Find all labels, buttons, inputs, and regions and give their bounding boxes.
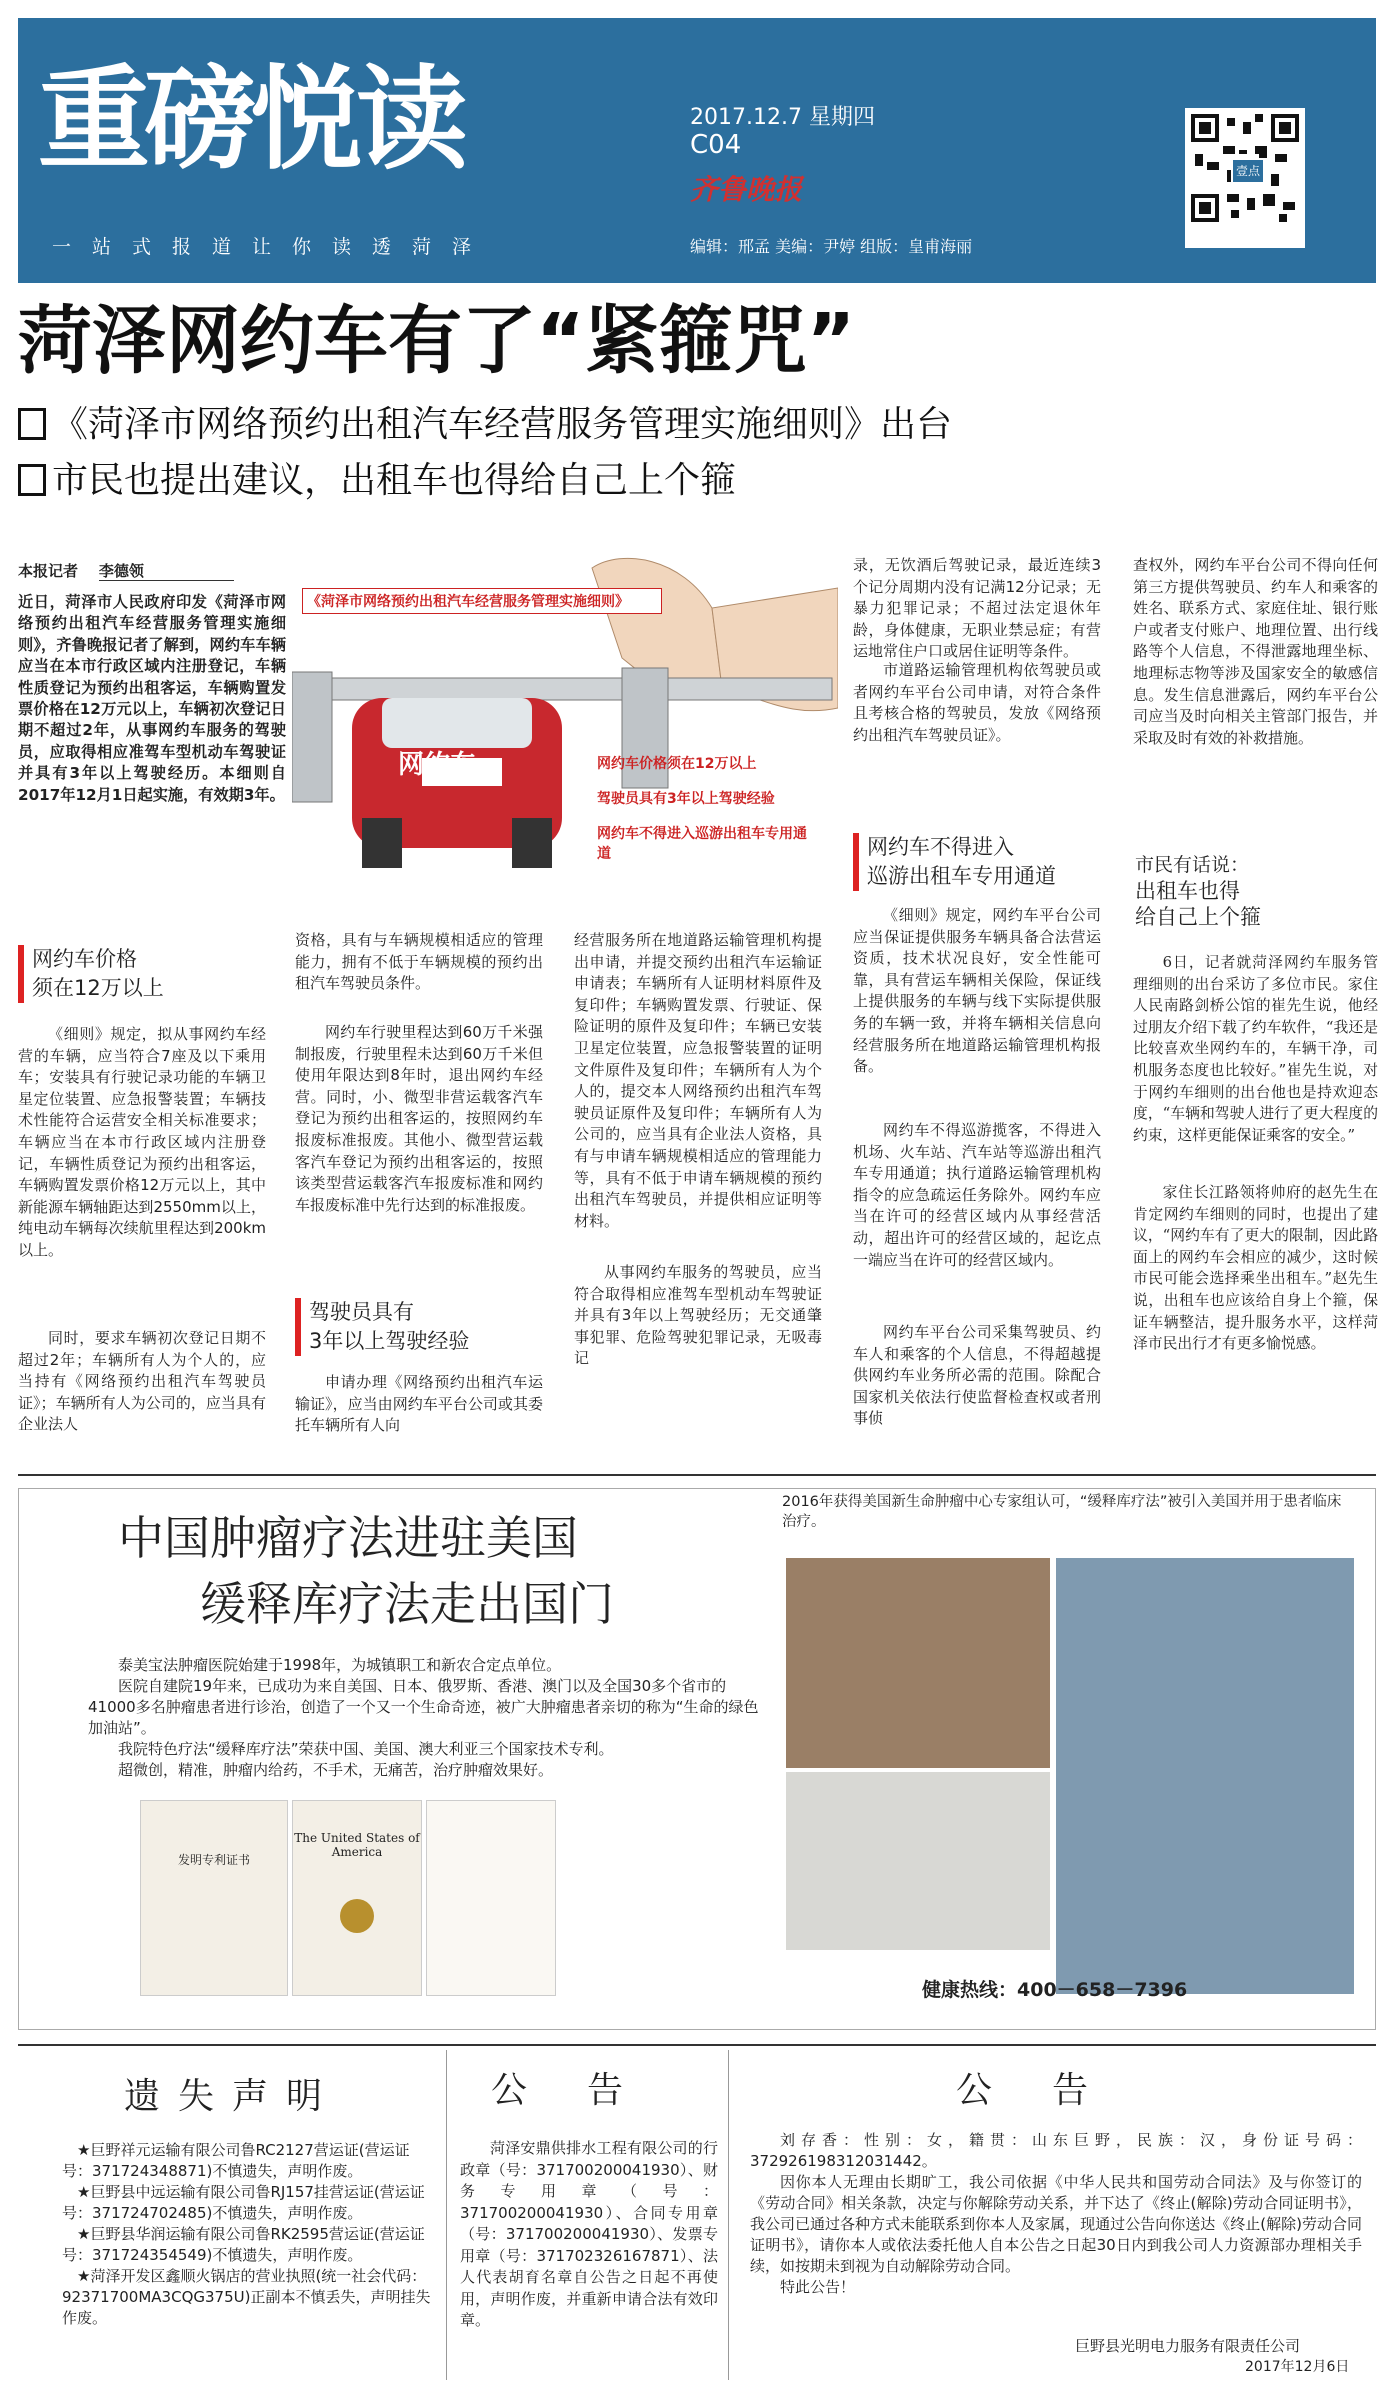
masthead-slogan: 一站式报道让你读透菏泽: [52, 236, 493, 258]
notice-date: 2017年12月6日: [1245, 2359, 1350, 2375]
section-driver-body: 申请办理《网络预约出租汽车运输证》，应当由网约车平台公司或其委托车辆所有人向: [295, 1373, 543, 1435]
checkbox-square-icon: [18, 408, 46, 440]
section-marker: [18, 945, 24, 1003]
section-lane-body: 《细则》规定，网约车平台公司应当保证提供服务车辆具备合法营运资质，技术状况良好，安全性能可靠，具有营运车辆相关保险，保证线上提供服务的车辆与线下实际提供服务的车辆一致，并将车辆相关信息向经营服务所在地道路运输管理机构报备。: [853, 906, 1101, 1076]
ad-body: 泰美宝法肿瘤医院始建于1998年，为城镇职工和新农合定点单位。 医院自建院19年来，已成功为来自美国、日本、俄罗斯、香港、澳门以及全国30多个省市的41000多名肿瘤患者进行诊治，创造了一个又一个生命奇迹，被广大肿瘤患者亲切的称为“生命的绿色加油站”。 我院特色疗法“缓释库疗法”荣获中国、美国、澳大利亚三个国家技术专利。 超微创，精准，肿瘤内给药，不手术，无痛苦，治疗肿瘤效果好。: [88, 1656, 759, 1779]
illustration-bullet-1: 网约车价格须在12万以上: [597, 756, 757, 772]
illustration-bullet-2: 驾驶员具有3年以上驾驶经验: [597, 791, 775, 807]
ad-hotline: 健康热线：400－658－7396: [922, 1979, 1188, 2001]
section-citizens-body-2: 家住长江路领将帅府的赵先生在肯定网约车细则的同时，也提出了建议，“网约车有了更大的限制，因此路面上的网约车会相应的减少，这时候市民可能会选择乘坐出租车。”赵先生说，出租车也应该给自身上个箍，保证车辆整洁，提升服务水平，这样菏泽市民出行才有更多愉悦感。: [1133, 1184, 1378, 1353]
notice-dismissal-title: 公告: [955, 2070, 1148, 2111]
section-marker: [853, 833, 859, 891]
masthead-title: 重磅悦读: [38, 55, 462, 185]
headline: 菏泽网约车有了“紧箍咒”: [18, 298, 856, 384]
section-lane-body-2: 网约车不得巡游揽客，不得进入机场、火车站、汽车站等巡游出租汽车专用通道；执行道路运输管理机构指令的应急疏运任务除外。网约车应当在许可的经营区域内从事经营活动，超出许可的经营区域的，起讫点一端应当在许可的经营区域内。: [853, 1121, 1101, 1269]
page-number: C04: [690, 130, 742, 160]
qr-code[interactable]: [1185, 108, 1305, 248]
notice-company: 巨野县光明电力服务有限责任公司: [1075, 2337, 1301, 2355]
section-marker: [295, 1298, 301, 1356]
newspaper-logo: 齐鲁晚报: [690, 173, 803, 206]
patent-certificate-2: The United States of America: [292, 1800, 422, 1996]
col2-para-2: 网约车行驶里程达到60万千米强制报废，行驶里程未达到60万千米但使用年限达到8年时，退出网约车经营。同时，小、微型非营运载客汽车登记为预约出租客运的，按照网约车报废标准报废。其他小、微型营运载客汽车登记为预约出租客运的，按照该类型营运载客汽车报废标准和网约车报废标准中先行达到的标准报废。: [295, 1023, 543, 1214]
col4-para-2: 市道路运输管理机构依驾驶员或者网约车平台公司申请，对符合条件且考核合格的驾驶员，发放《网络预约出租汽车驾驶员证》。: [853, 661, 1101, 744]
illustration-bullet-3: 网约车不得进入巡游出租车专用通道: [597, 826, 807, 862]
col4-para-1: 录，无饮酒后驾驶记录，最近连续3个记分周期内没有记满12分记录；无暴力犯罪记录；不超过法定退休年龄，身体健康，无职业禁忌症；有营运地常住户口或居住证明等条件。: [853, 556, 1101, 661]
notice-lost-body: ★巨野祥元运输有限公司鲁RC2127营运证(营运证号：371724348871)不慎遗失，声明作废。 ★巨野县中远运输有限公司鲁RJ157挂营运证(营运证号：371724702485)不慎遗失，声明作废。 ★巨野县华润运输有限公司鲁RK2595营运证(营运证号：371724354549)不慎遗失，声明作废。 ★菏泽开发区鑫顺火锅店的营业执照(统一社会代码：92371700MA3CQG375U)正副本不慎丢失，声明挂失作废。: [62, 2141, 431, 2327]
section-divider: [18, 1474, 1376, 1476]
car-label: 网约车: [398, 750, 477, 780]
ad-photo-caption: 2016年获得美国新生命肿瘤中心专家组认可，“缓释库疗法”被引入美国并用于患者临床治疗。: [782, 1494, 1342, 1530]
checkbox-square-icon: [18, 464, 46, 496]
photo-group: [786, 1558, 1050, 1768]
section-price-body-2: 同时，要求车辆初次登记日期不超过2年；车辆所有人为个人的，应当持有《网络预约出租汽车驾驶员证》；车辆所有人为公司的，应当具有企业法人: [18, 1329, 266, 1434]
section-title-lane: 网约车不得进入 巡游出租车专用通道: [867, 835, 1056, 888]
lead-paragraph: 近日，菏泽市人民政府印发《菏泽市网络预约出租汽车经营服务管理实施细则》，齐鲁晚报记者了解到，网约车车辆应当在本市行政区域内注册登记，车辆性质登记为预约出租客运，车辆购置发票价格在12万元以上，车辆初次登记日期不超过2年，从事网约车服务的驾驶员，应取得相应准驾车型机动车驾驶证并具有3年以上驾驶经历。本细则自2017年12月1日起实施，有效期3年。: [18, 593, 286, 804]
notice-seal-body: 菏泽安鼎供排水工程有限公司的行政章（号：371700200041930）、财务专用章（号：371700200041930）、合同专用章（号：371700200041930）、发票专用章（号：371702326167871）、法人代表胡育名章自公告之日起不再使用，声明作废，并重新申请合法有效印章。: [460, 2139, 718, 2329]
qr-logo: 壹点: [1233, 160, 1263, 182]
notice-dismissal-body: 刘存香：性别：女，籍贯：山东巨野，民族：汉，身份证号码：372926198312031442。 因你本人无理由长期旷工，我公司依据《中华人民共和国劳动合同法》及与你签订的《劳动合同》相关条款，决定与你解除劳动关系，并下达了《终止(解除)劳动合同证明书》，我公司已通过各种方式未能联系到你本人及家属，现通过公告向你送达《终止(解除)劳动合同证明书》，请你本人或依法委托他人自本公告之日起30日内到我公司人力资源部办理相关手续，如按期未到视为自动解除劳动合同。 特此公告！: [750, 2131, 1362, 2296]
editor-credits: 编辑：邢孟 美编：尹婷 组版：皇甫海丽: [690, 237, 973, 256]
ad-title-1: 中国肿瘤疗法进驻美国: [118, 1511, 578, 1565]
photo-surgery: [1056, 1558, 1354, 1994]
gold-seal-icon: [340, 1899, 374, 1933]
section-title-citizens: 市民有话说： 出租车也得 给自己上个箍: [1135, 854, 1261, 929]
illustration-banner: 《菏泽市网络预约出租汽车经营服务管理实施细则》: [302, 588, 662, 614]
photo-scanner: [786, 1772, 1050, 1950]
ad-title-2: 缓释库疗法走出国门: [200, 1577, 614, 1631]
caliper-car-illustration: [292, 548, 838, 892]
notice-seal-title: 公告: [490, 2070, 683, 2111]
section-citizens-body: 6日，记者就菏泽网约车服务管理细则的出台采访了多位市民。家住人民南路剑桥公馆的崔先生说，他经过朋友介绍下载了约车软件，“我还是比较喜欢坐网约车的，车辆干净，司机服务态度也比较好。”崔先生说，对于网约车细则的出台他也是持欢迎态度，“车辆和驾驶人进行了更大程度的约束，这样更能保证乘客的安全。”: [1133, 954, 1378, 1144]
patent-certificate-1: 发明专利证书: [140, 1800, 288, 1996]
section-lane-body-3: 网约车平台公司采集驾驶员、约车人和乘客的个人信息，不得超越提供网约车业务所必需的范围。除配合国家机关依法行使监督检查权或者刑事侦: [853, 1323, 1101, 1428]
subheadline-1: 《菏泽市网络预约出租汽车经营服务管理实施细则》出台: [18, 402, 952, 448]
notice-lost-title: 遗失声明: [123, 2076, 340, 2117]
subheadline-2: 市民也提出建议，出租车也得给自己上个箍: [18, 458, 736, 504]
col2-para-1: 资格，具有与车辆规模相适应的管理能力，拥有不低于车辆规模的预约出租汽车驾驶员条件。: [295, 931, 543, 993]
col3-para-1: 经营服务所在地道路运输管理机构提出申请，并提交预约出租汽车运输证申请表；车辆所有人证明材料原件及复印件；车辆购置发票、行驶证、保险证明的原件及复印件；车辆已安装卫星定位装置，应急报警装置的证明文件原件及复印件；车辆所有人为个人的，提交本人网络预约出租汽车驾驶员证原件及复印件；车辆所有人为公司的，应当具有企业法人资格，具有与申请车辆规模相适应的管理能力等，具有不低于申请车辆规模的预约出租汽车驾驶员，并提供相应证明等材料。: [574, 931, 822, 1230]
patent-certificate-3: [426, 1800, 556, 1996]
section-title-price: 网约车价格 须在12万以上: [32, 947, 164, 1000]
section-price-body: 《细则》规定，拟从事网约车经营的车辆，应当符合7座及以下乘用车；安装具有行驶记录功能的车辆卫星定位装置、应急报警装置；车辆技术性能符合运营安全相关标准要求；车辆应当在本市行政区域内注册登记，车辆性质登记为预约出租客运，车辆购置发票价格12万元以上，其中新能源车辆轴距达到2550mm以上，纯电动车辆每次续航里程达到200km以上。: [18, 1025, 266, 1259]
issue-date: 2017.12.7 星期四: [690, 105, 875, 130]
byline: 本报记者 李德领: [18, 560, 234, 581]
col5-para-1: 查权外，网约车平台公司不得向任何第三方提供驾驶员、约车人和乘客的姓名、联系方式、家庭住址、银行账户或者支付账户、地理位置、出行线路等个人信息，不得泄露地理坐标、地理标志物等涉及国家安全的敏感信息。发生信息泄露后，网约车平台公司应当及时向相关主管部门报告，并采取及时有效的补救措施。: [1133, 556, 1378, 747]
col3-para-2: 从事网约车服务的驾驶员，应当符合取得相应准驾车型机动车驾驶证并具有3年以上驾驶经历；无交通肇事犯罪、危险驾驶犯罪记录，无吸毒记: [574, 1263, 822, 1368]
section-title-driver: 驾驶员具有 3年以上驾驶经验: [309, 1300, 470, 1353]
